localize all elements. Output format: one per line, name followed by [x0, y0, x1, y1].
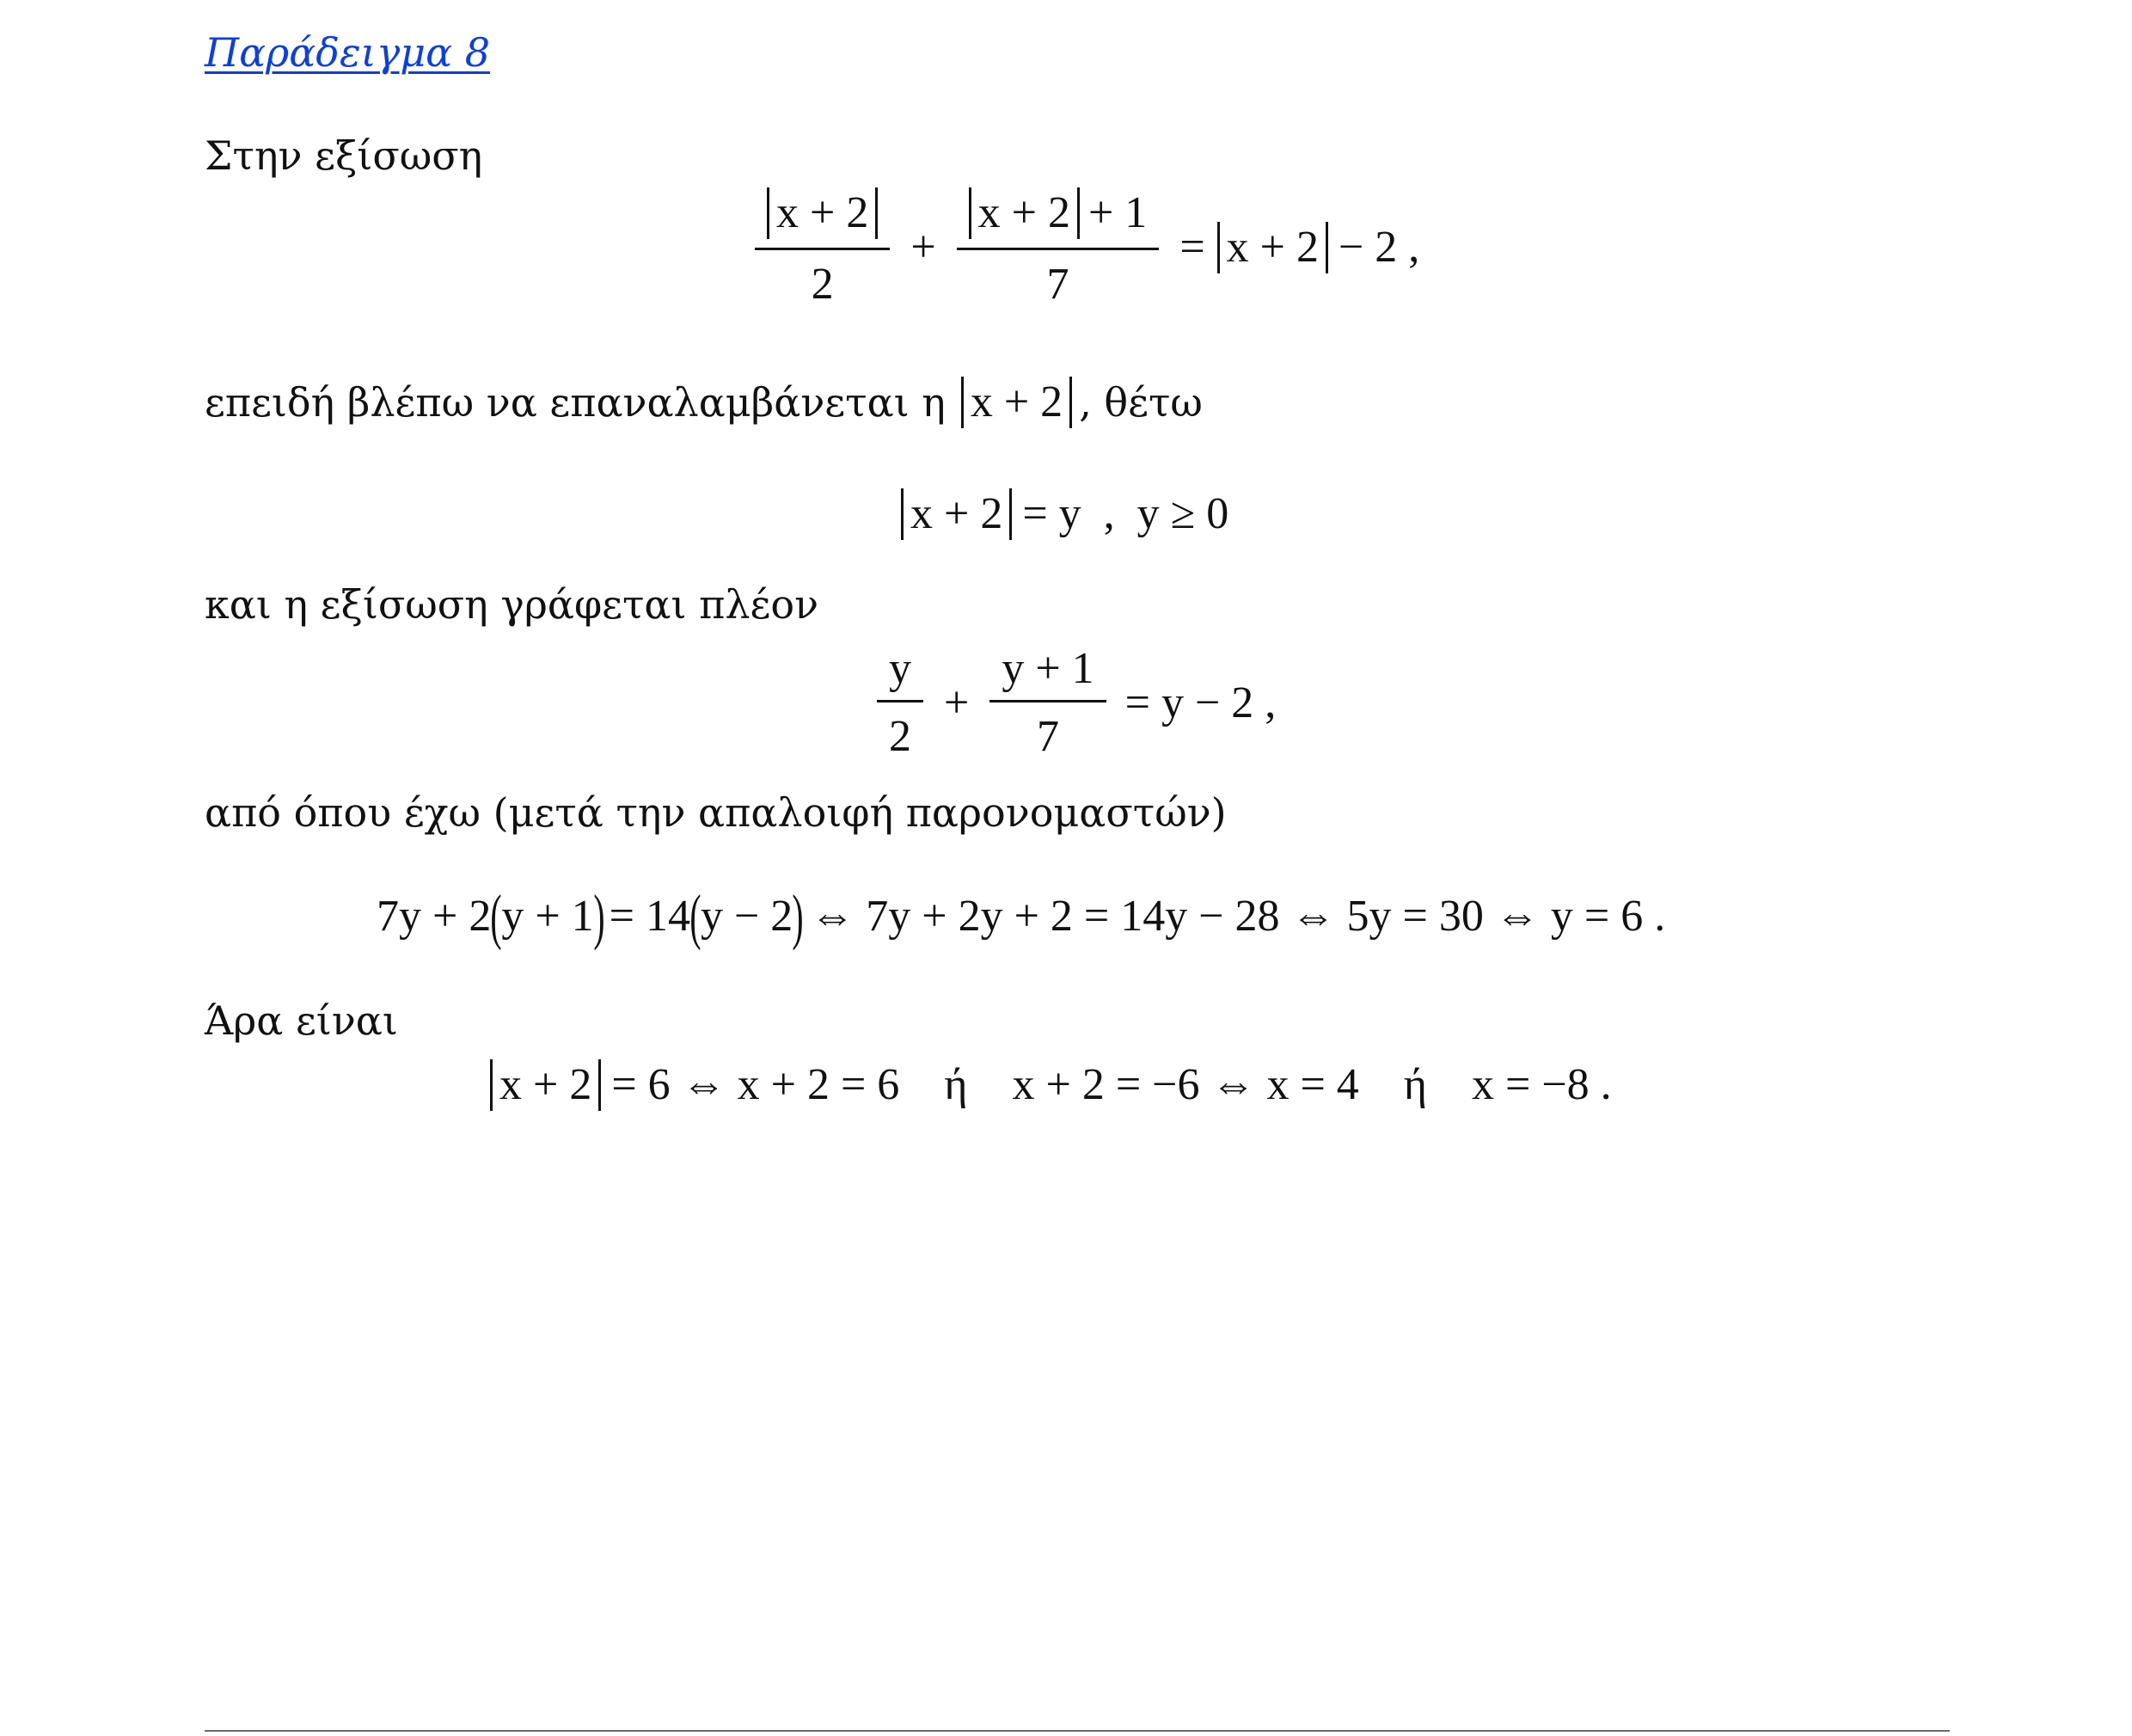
abs-value: x + 2 — [969, 187, 1080, 239]
eq3-part-d: y − 2 — [700, 892, 793, 941]
example-title[interactable]: Παράδειγμα 8 — [205, 29, 491, 76]
substitution — [901, 488, 1228, 540]
right-paren: ) — [792, 882, 804, 951]
abs-value: x + 2 — [1217, 222, 1328, 273]
therefore-text: Άρα είναι — [205, 997, 398, 1044]
denominator: 7 — [1036, 712, 1059, 761]
set-text: , θέτω — [1079, 379, 1203, 426]
equation-3 — [377, 882, 1666, 951]
left-paren: ( — [490, 882, 502, 951]
substitution-rhs: = y , y ≥ 0 — [1022, 489, 1229, 538]
intro-text: Στην εξίσωση — [205, 132, 483, 179]
fraction-1 — [877, 644, 923, 761]
equation-2-rhs: = y − 2 , — [1124, 678, 1277, 727]
repeat-line — [205, 377, 1203, 428]
fraction-2 — [957, 187, 1160, 307]
denominator: 2 — [811, 260, 834, 309]
eq3-part-c: = 14 — [609, 892, 690, 941]
eq3-part-a: 7y + 2 — [377, 892, 492, 941]
equation-1 — [746, 187, 1419, 307]
rewritten-text: και η εξίσωση γράφεται πλέον — [205, 581, 819, 628]
eq3-part-e: ⇔ 7y + 2y + 2 = 14y − 28 ⇔ 5y = 30 ⇔ y = 6 . — [810, 892, 1666, 941]
fraction-1 — [755, 187, 890, 307]
abs-value: x + 2 — [490, 1059, 601, 1111]
clearing-text: από όπου έχω (μετά την απαλοιφή παρονομαστών) — [205, 789, 1227, 836]
numerator: y + 1 — [1002, 644, 1094, 693]
rhs-tail: − 2 , — [1338, 222, 1420, 272]
equation-4 — [490, 1059, 1612, 1111]
inline-abs: x + 2 — [961, 377, 1072, 428]
eq3-part-b: y + 1 — [501, 892, 594, 941]
denominator: 7 — [1046, 260, 1069, 309]
left-paren: ( — [689, 882, 701, 951]
abs-value: x + 2 — [901, 488, 1012, 540]
numerator-tail: + 1 — [1087, 188, 1148, 237]
fraction-2 — [989, 644, 1106, 761]
footer-divider — [205, 1730, 1950, 1732]
plus-sign: + — [910, 222, 936, 272]
repeat-text: επειδή βλέπω να επαναλαμβάνεται η — [205, 379, 946, 426]
equals-sign: = — [1179, 222, 1205, 272]
denominator: 2 — [889, 712, 911, 761]
plus-sign: + — [944, 678, 970, 727]
right-paren: ) — [593, 882, 605, 951]
equation-4-rest: = 6 ⇔ x + 2 = 6 ή x + 2 = −6 ⇔ x = 4 ή x = −8 . — [611, 1060, 1612, 1109]
equation-2 — [868, 644, 1277, 761]
numerator: y — [889, 644, 911, 693]
abs-value: x + 2 — [767, 187, 878, 239]
